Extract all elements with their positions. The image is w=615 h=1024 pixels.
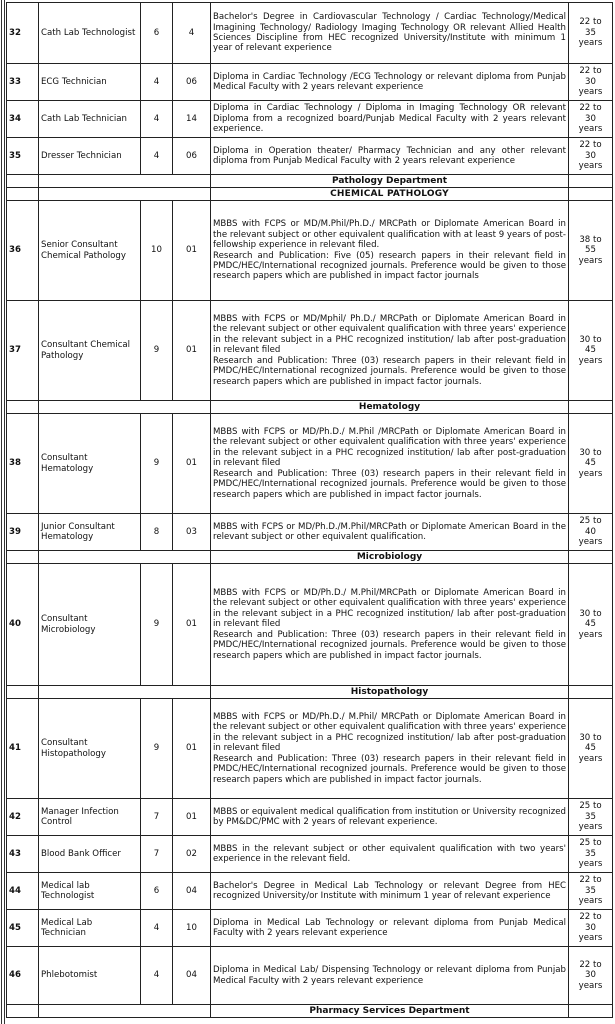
serial-number: 36 bbox=[7, 201, 39, 301]
age-limit-line: years bbox=[578, 896, 603, 907]
empty-cell bbox=[39, 1005, 211, 1018]
qualification-paragraph: MBBS with FCPS or MD/M.Phil/Ph.D./ MRCPath or Diplomate American Board in the relevant subject or other equivalent qualification with at least 9 years of post-fellowship experience in relevant filed. bbox=[213, 219, 566, 251]
bps-grade: 6 bbox=[141, 873, 173, 910]
age-limit-line: years bbox=[578, 537, 603, 548]
qualification-paragraph: Bachelor's Degree in Cardiovascular Technology / Cardiac Technology/Medical Imagining Technology/ Radiology Imaging Technology OR relevant Allied Health Sciences Discipline from HEC recognized University/Institute with minimum 1 year of relevant experience bbox=[213, 12, 566, 54]
serial-number: 45 bbox=[7, 910, 39, 947]
age-limit-line: years bbox=[578, 933, 603, 944]
number-of-seats: 04 bbox=[173, 873, 211, 910]
section-title: Pathology Department bbox=[211, 175, 569, 188]
age-limit-line: 22 to bbox=[579, 912, 602, 923]
age-limit-line: years bbox=[578, 38, 603, 49]
age-limit bbox=[569, 138, 613, 175]
post-name: ECG Technician bbox=[39, 64, 141, 101]
post-row bbox=[7, 564, 613, 686]
serial-number: 33 bbox=[7, 64, 39, 101]
qualification-paragraph: Diploma in Cardiac Technology /ECG Technology or relevant diploma from Punjab Medical Faculty with 2 years relevant experience bbox=[213, 71, 566, 92]
age-limit bbox=[569, 910, 613, 947]
age-limit-line: 30 to bbox=[579, 447, 602, 458]
age-limit-line: 30 bbox=[585, 113, 596, 124]
serial-number: 40 bbox=[7, 564, 39, 686]
post-row bbox=[7, 301, 613, 401]
age-limit-line: years bbox=[578, 822, 603, 833]
bps-grade: 9 bbox=[141, 414, 173, 514]
age-limit-line: 22 to bbox=[579, 875, 602, 886]
empty-cell bbox=[569, 401, 613, 414]
section-title: Hematology bbox=[211, 401, 569, 414]
bps-grade: 7 bbox=[141, 836, 173, 873]
section-title: Pharmacy Services Department bbox=[211, 1005, 569, 1018]
qualification-paragraph: Diploma in Medical Lab Technology or relevant diploma from Punjab Medical Faculty with 2 years relevant experience bbox=[213, 917, 566, 938]
qualification-paragraph: MBBS in the relevant subject or other equivalent qualification with two years' experience in the relevant field. bbox=[213, 843, 566, 864]
qualification bbox=[211, 101, 569, 138]
qualification bbox=[211, 873, 569, 910]
empty-cell bbox=[7, 188, 39, 201]
qualification-paragraph: Research and Publication: Three (03) research papers in their relevant field in PMDC/HEC/International recognized journals. Preference would be given to those research papers which are published in impact factor journals. bbox=[213, 468, 566, 500]
qualification-paragraph: Research and Publication: Three (03) research papers in their relevant field in PMDC/HEC/International recognized journals. Preference would be given to those research papers which are published in impact factor journals. bbox=[213, 753, 566, 785]
age-limit-line: 35 bbox=[585, 885, 596, 896]
qualification bbox=[211, 699, 569, 799]
bps-grade: 4 bbox=[141, 64, 173, 101]
age-limit bbox=[569, 414, 613, 514]
post-name: Cath Lab Technologist bbox=[39, 3, 141, 64]
qualification-paragraph: MBBS with FCPS or MD/Ph.D./ M.Phil /MRCPath or Diplomate American Board in the relevant subject or other equivalent qualification with three years' experience in the relevant subject in a PHC recognized institution/ lab after post-graduation in relevant filed bbox=[213, 427, 566, 469]
post-row bbox=[7, 514, 613, 551]
serial-number: 46 bbox=[7, 947, 39, 1005]
number-of-seats: 01 bbox=[173, 301, 211, 401]
post-row bbox=[7, 414, 613, 514]
serial-number: 38 bbox=[7, 414, 39, 514]
post-name: Cath Lab Technician bbox=[39, 101, 141, 138]
post-row bbox=[7, 101, 613, 138]
age-limit-line: years bbox=[578, 468, 603, 479]
qualification-paragraph: Research and Publication: Five (05) research papers in their relevant field in PMDC/HEC/International recognized journals. Preference would be given to those research papers which are published in impact factor journals bbox=[213, 250, 566, 282]
age-limit-line: years bbox=[578, 859, 603, 870]
qualification-paragraph: MBBS with FCPS or MD/Mphil/ Ph.D./ MRCPath or Diplomate American Board in the relevant subject or other equivalent qualification with three years' experience in the relevant subject in a PHC recognized institution/ lab after post-graduation in relevant filed bbox=[213, 314, 566, 356]
age-limit-line: 35 bbox=[585, 848, 596, 859]
age-limit-line: 30 to bbox=[579, 334, 602, 345]
qualification-paragraph: Bachelor's Degree in Medical Lab Technology or relevant Degree from HEC recognized University/or Institute with minimum 1 year of relevant experience bbox=[213, 880, 566, 901]
age-limit-line: 30 to bbox=[579, 732, 602, 743]
age-limit bbox=[569, 301, 613, 401]
bps-grade: 4 bbox=[141, 138, 173, 175]
bps-grade: 9 bbox=[141, 564, 173, 686]
qualification-paragraph: Diploma in Operation theater/ Pharmacy Technician and any other relevant diploma from Punjab Medical Faculty with 2 years relevant experience bbox=[213, 145, 566, 166]
empty-cell bbox=[7, 686, 39, 699]
empty-cell bbox=[39, 401, 211, 414]
serial-number: 32 bbox=[7, 3, 39, 64]
age-limit-line: years bbox=[578, 87, 603, 98]
section-header-row bbox=[7, 686, 613, 699]
post-name: Manager Infection Control bbox=[39, 799, 141, 836]
number-of-seats: 10 bbox=[173, 910, 211, 947]
age-limit-line: 55 bbox=[585, 245, 596, 256]
post-name: Medical Lab Technician bbox=[39, 910, 141, 947]
bps-grade: 10 bbox=[141, 201, 173, 301]
age-limit bbox=[569, 699, 613, 799]
serial-number: 43 bbox=[7, 836, 39, 873]
number-of-seats: 01 bbox=[173, 201, 211, 301]
age-limit-line: 45 bbox=[585, 345, 596, 356]
bps-grade: 6 bbox=[141, 3, 173, 64]
qualification bbox=[211, 138, 569, 175]
serial-number: 37 bbox=[7, 301, 39, 401]
jobs-table bbox=[6, 2, 613, 1018]
serial-number: 39 bbox=[7, 514, 39, 551]
age-limit-line: 45 bbox=[585, 619, 596, 630]
age-limit bbox=[569, 514, 613, 551]
number-of-seats: 03 bbox=[173, 514, 211, 551]
number-of-seats: 06 bbox=[173, 64, 211, 101]
section-header-row bbox=[7, 401, 613, 414]
post-name: Dresser Technician bbox=[39, 138, 141, 175]
age-limit bbox=[569, 64, 613, 101]
bps-grade: 4 bbox=[141, 947, 173, 1005]
section-title: Microbiology bbox=[211, 551, 569, 564]
post-row bbox=[7, 947, 613, 1005]
age-limit bbox=[569, 799, 613, 836]
age-limit-line: 30 bbox=[585, 970, 596, 981]
age-limit bbox=[569, 564, 613, 686]
bps-grade: 9 bbox=[141, 699, 173, 799]
age-limit-line: 22 to bbox=[579, 140, 602, 151]
empty-cell bbox=[569, 551, 613, 564]
post-row bbox=[7, 910, 613, 947]
post-name: Blood Bank Officer bbox=[39, 836, 141, 873]
age-limit-line: 22 to bbox=[579, 17, 602, 28]
serial-number: 44 bbox=[7, 873, 39, 910]
empty-cell bbox=[7, 1005, 39, 1018]
age-limit-line: 22 to bbox=[579, 959, 602, 970]
post-row bbox=[7, 3, 613, 64]
empty-cell bbox=[7, 175, 39, 188]
serial-number: 35 bbox=[7, 138, 39, 175]
post-name: Medical lab Technologist bbox=[39, 873, 141, 910]
age-limit-line: years bbox=[578, 753, 603, 764]
number-of-seats: 01 bbox=[173, 699, 211, 799]
empty-cell bbox=[39, 188, 211, 201]
empty-cell bbox=[39, 686, 211, 699]
qualification bbox=[211, 836, 569, 873]
number-of-seats: 01 bbox=[173, 799, 211, 836]
qualification bbox=[211, 799, 569, 836]
age-limit-line: 40 bbox=[585, 526, 596, 537]
age-limit-line: years bbox=[578, 355, 603, 366]
post-row bbox=[7, 64, 613, 101]
age-limit bbox=[569, 101, 613, 138]
qualification-paragraph: Diploma in Cardiac Technology / Diploma in Imaging Technology OR relevant Diploma from a recognized board/Punjab Medical Faculty with 2 years relevant experience. bbox=[213, 103, 566, 135]
post-name: Consultant Microbiology bbox=[39, 564, 141, 686]
age-limit-line: 30 bbox=[585, 150, 596, 161]
empty-cell bbox=[7, 551, 39, 564]
post-row bbox=[7, 201, 613, 301]
empty-cell bbox=[7, 401, 39, 414]
age-limit-line: years bbox=[578, 980, 603, 991]
post-row bbox=[7, 836, 613, 873]
post-row bbox=[7, 699, 613, 799]
qualification bbox=[211, 947, 569, 1005]
age-limit-line: 35 bbox=[585, 27, 596, 38]
qualification-paragraph: Research and Publication: Three (03) research papers in their relevant field in PMDC/HEC/International recognized journals. Preference would be given to those research papers which are published in impact factor journals. bbox=[213, 629, 566, 661]
age-limit-line: 25 to bbox=[579, 516, 602, 527]
qualification bbox=[211, 910, 569, 947]
qualification bbox=[211, 564, 569, 686]
qualification-paragraph: MBBS with FCPS or MD/Ph.D./ M.Phil/ MRCPath or Diplomate American Board in the relevant subject or other equivalent qualification with three years' experience in the relevant subject in a PHC recognized institution/ lab after post-graduation in relevant filed bbox=[213, 712, 566, 754]
qualification bbox=[211, 201, 569, 301]
post-name: Consultant Hematology bbox=[39, 414, 141, 514]
age-limit-line: 35 bbox=[585, 811, 596, 822]
age-limit-line: 45 bbox=[585, 458, 596, 469]
section-header-row bbox=[7, 551, 613, 564]
section-title: Histopathology bbox=[211, 686, 569, 699]
qualification bbox=[211, 3, 569, 64]
section-header-row bbox=[7, 1005, 613, 1018]
empty-cell bbox=[569, 686, 613, 699]
bps-grade: 4 bbox=[141, 101, 173, 138]
qualification-paragraph: Diploma in Medical Lab/ Dispensing Technology or relevant diploma from Punjab Medical Faculty with 2 years relevant experience bbox=[213, 965, 566, 986]
bps-grade: 8 bbox=[141, 514, 173, 551]
section-header-row bbox=[7, 175, 613, 188]
serial-number: 34 bbox=[7, 101, 39, 138]
age-limit-line: 38 to bbox=[579, 234, 602, 245]
post-row bbox=[7, 138, 613, 175]
age-limit-line: 30 bbox=[585, 922, 596, 933]
page-left-border bbox=[1, 0, 5, 1024]
number-of-seats: 01 bbox=[173, 564, 211, 686]
age-limit-line: years bbox=[578, 629, 603, 640]
empty-cell bbox=[39, 551, 211, 564]
post-name: Consultant Chemical Pathology bbox=[39, 301, 141, 401]
post-name: Senior Consultant Chemical Pathology bbox=[39, 201, 141, 301]
age-limit-line: 25 to bbox=[579, 801, 602, 812]
post-name: Junior Consultant Hematology bbox=[39, 514, 141, 551]
qualification-paragraph: MBBS with FCPS or MD/Ph.D./ M.Phil/MRCPath or Diplomate American Board in the relevant subject or other equivalent qualification with three years' experience in the relevant subject in a PHC recognized institution/ lab after post-graduation in relevant filed bbox=[213, 588, 566, 630]
age-limit-line: 22 to bbox=[579, 103, 602, 114]
post-name: Consultant Histopathology bbox=[39, 699, 141, 799]
bps-grade: 4 bbox=[141, 910, 173, 947]
number-of-seats: 06 bbox=[173, 138, 211, 175]
qualification bbox=[211, 301, 569, 401]
age-limit-line: 22 to bbox=[579, 66, 602, 77]
number-of-seats: 04 bbox=[173, 947, 211, 1005]
qualification-paragraph: Research and Publication: Three (03) research papers in their relevant field in PMDC/HEC/International recognized journals. Preference would be given to those research papers which are published in impact factor journals. bbox=[213, 355, 566, 387]
age-limit-line: 30 to bbox=[579, 608, 602, 619]
age-limit-line: 25 to bbox=[579, 838, 602, 849]
number-of-seats: 4 bbox=[173, 3, 211, 64]
serial-number: 42 bbox=[7, 799, 39, 836]
age-limit bbox=[569, 836, 613, 873]
age-limit bbox=[569, 873, 613, 910]
age-limit bbox=[569, 947, 613, 1005]
jobs-table-body bbox=[7, 3, 613, 1018]
post-row bbox=[7, 799, 613, 836]
age-limit-line: years bbox=[578, 124, 603, 135]
empty-cell bbox=[569, 188, 613, 201]
number-of-seats: 01 bbox=[173, 414, 211, 514]
bps-grade: 9 bbox=[141, 301, 173, 401]
empty-cell bbox=[569, 175, 613, 188]
age-limit-line: years bbox=[578, 161, 603, 172]
qualification-paragraph: MBBS with FCPS or MD/Ph.D./M.Phil/MRCPath or Diplomate American Board in the relevant subject or other equivalent qualification. bbox=[213, 521, 566, 542]
qualification bbox=[211, 64, 569, 101]
bps-grade: 7 bbox=[141, 799, 173, 836]
age-limit-line: 45 bbox=[585, 743, 596, 754]
empty-cell bbox=[569, 1005, 613, 1018]
empty-cell bbox=[39, 175, 211, 188]
age-limit bbox=[569, 3, 613, 64]
number-of-seats: 14 bbox=[173, 101, 211, 138]
section-header-row bbox=[7, 188, 613, 201]
qualification bbox=[211, 414, 569, 514]
age-limit bbox=[569, 201, 613, 301]
post-row bbox=[7, 873, 613, 910]
age-limit-line: years bbox=[578, 255, 603, 266]
post-name: Phlebotomist bbox=[39, 947, 141, 1005]
qualification bbox=[211, 514, 569, 551]
age-limit-line: 30 bbox=[585, 76, 596, 87]
qualification-paragraph: MBBS or equivalent medical qualification from institution or University recognized by PM&DC/PMC with 2 years of relevant experience. bbox=[213, 806, 566, 827]
number-of-seats: 02 bbox=[173, 836, 211, 873]
serial-number: 41 bbox=[7, 699, 39, 799]
section-title: CHEMICAL PATHOLOGY bbox=[211, 188, 569, 201]
